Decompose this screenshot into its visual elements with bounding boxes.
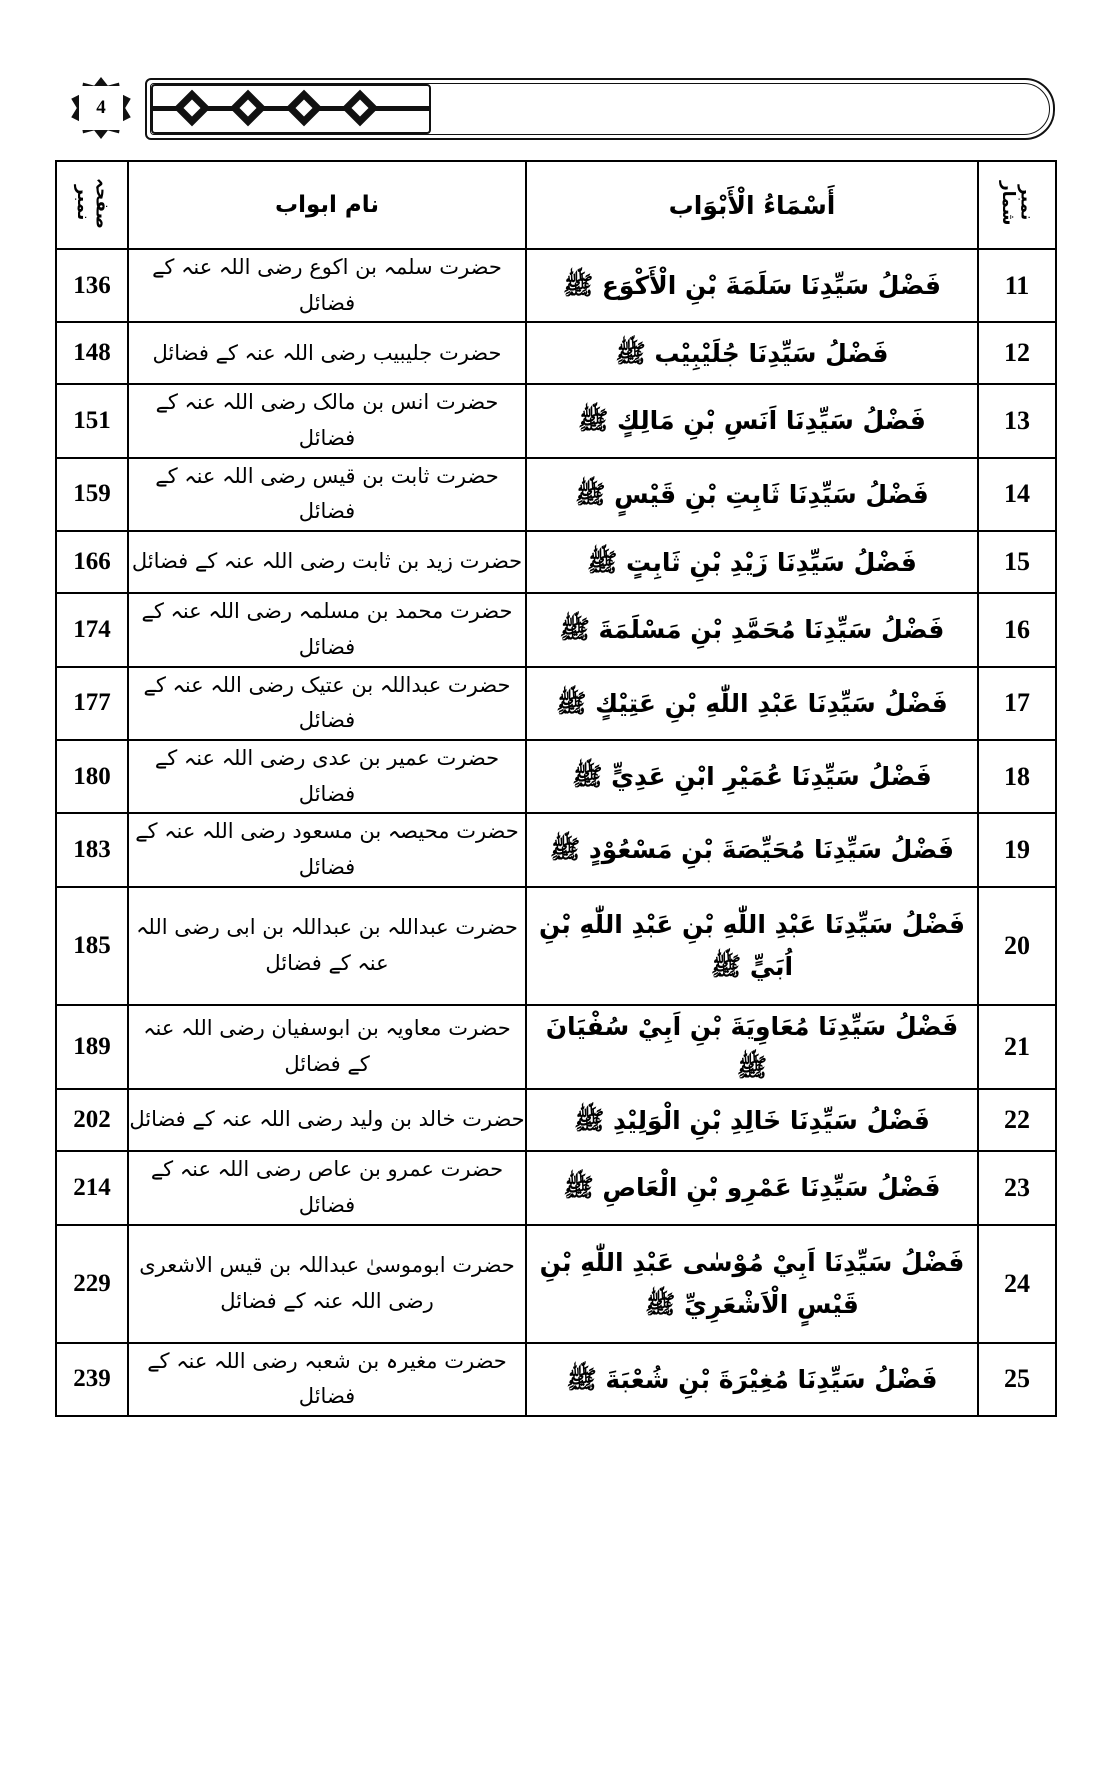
cell-page-number: 148 — [56, 322, 128, 384]
cell-chapter-name-urdu: حضرت عبداللہ بن عبداللہ بن ابی رضی اللہ عنہ کے فضائل — [128, 887, 526, 1005]
cell-chapter-name-urdu: حضرت محمد بن مسلمہ رضی اللہ عنہ کے فضائل — [128, 593, 526, 666]
cell-chapter-name-urdu: حضرت سلمہ بن اکوع رضی اللہ عنہ کے فضائل — [128, 249, 526, 322]
cell-chapter-name-urdu: حضرت انس بن مالک رضی اللہ عنہ کے فضائل — [128, 384, 526, 457]
table-row — [56, 531, 1056, 593]
cell-serial: 12 — [978, 322, 1056, 384]
cell-page-number: 183 — [56, 813, 128, 886]
table-body — [56, 249, 1056, 1416]
cell-page-number: 202 — [56, 1089, 128, 1151]
cell-page-number: 177 — [56, 667, 128, 740]
cell-serial: 20 — [978, 887, 1056, 1005]
cell-chapter-name-arabic: فَضْلُ سَيِّدِنَا سَلَمَةَ بْنِ الْأَكْوَع ﷺ — [526, 249, 978, 322]
column-header-urdu: نام ابواب — [128, 161, 526, 249]
cell-page-number: 229 — [56, 1225, 128, 1343]
cell-chapter-name-arabic: فَضْلُ سَيِّدِنَا اَنَسِ بْنِ مَالِكٍ ﷺ — [526, 384, 978, 457]
page-number: 4 — [79, 86, 123, 130]
cell-page-number: 166 — [56, 531, 128, 593]
cell-chapter-name-arabic: فَضْلُ سَيِّدِنَا ثَابِتِ بْنِ قَيْسٍ ﷺ — [526, 458, 978, 531]
cell-chapter-name-urdu: حضرت عمیر بن عدی رضی اللہ عنہ کے فضائل — [128, 740, 526, 813]
table-row — [56, 322, 1056, 384]
cell-chapter-name-urdu: حضرت معاویہ بن ابوسفیان رضی اللہ عنہ کے فضائل — [128, 1005, 526, 1090]
cell-chapter-name-urdu: حضرت مغیرہ بن شعبہ رضی اللہ عنہ کے فضائل — [128, 1343, 526, 1416]
table-row — [56, 1343, 1056, 1416]
page-header-band — [55, 72, 1055, 144]
column-header-page — [56, 161, 128, 249]
cell-chapter-name-urdu: حضرت زید بن ثابت رضی اللہ عنہ کے فضائل — [128, 531, 526, 593]
table-of-contents — [55, 160, 1057, 1417]
cell-chapter-name-urdu: حضرت جلیبیب رضی اللہ عنہ کے فضائل — [128, 322, 526, 384]
cell-chapter-name-arabic: فَضْلُ سَيِّدِنَا عَبْدِ اللّٰهِ بْنِ عَبْدِ اللّٰهِ بْنِ اُبَيٍّ ﷺ — [526, 887, 978, 1005]
cell-page-number: 180 — [56, 740, 128, 813]
cell-serial: 23 — [978, 1151, 1056, 1224]
table-row — [56, 740, 1056, 813]
cell-serial: 11 — [978, 249, 1056, 322]
table-row — [56, 1151, 1056, 1224]
header-ornament — [151, 84, 431, 134]
cell-chapter-name-arabic: فَضْلُ سَيِّدِنَا اَبِيْ مُوْسٰى عَبْدِ اللّٰهِ بْنِ قَيْسٍ الْاَشْعَرِيِّ ﷺ — [526, 1225, 978, 1343]
column-header-arabic: أَسْمَاءُ الْأَبْوَاب — [526, 161, 978, 249]
cell-page-number: 239 — [56, 1343, 128, 1416]
cell-serial: 14 — [978, 458, 1056, 531]
cell-serial: 13 — [978, 384, 1056, 457]
cell-chapter-name-arabic: فَضْلُ سَيِّدِنَا عَبْدِ اللّٰهِ بْنِ عَتِيْكٍ ﷺ — [526, 667, 978, 740]
table-row — [56, 593, 1056, 666]
column-header-serial-label: نمبر شمار — [998, 180, 1037, 226]
cell-chapter-name-urdu: حضرت خالد بن ولید رضی اللہ عنہ کے فضائل — [128, 1089, 526, 1151]
cell-chapter-name-arabic: فَضْلُ سَيِّدِنَا مُحَمَّدِ بْنِ مَسْلَمَةَ ﷺ — [526, 593, 978, 666]
cell-chapter-name-arabic: فَضْلُ سَيِّدِنَا خَالِدِ بْنِ الْوَلِيْدِ ﷺ — [526, 1089, 978, 1151]
cell-chapter-name-arabic: فَضْلُ سَيِّدِنَا عُمَيْرِ ابْنِ عَدِيٍّ ﷺ — [526, 740, 978, 813]
cell-serial: 17 — [978, 667, 1056, 740]
cell-serial: 25 — [978, 1343, 1056, 1416]
table-row — [56, 1005, 1056, 1090]
table-header-row — [56, 161, 1056, 249]
table-row — [56, 887, 1056, 1005]
table-row — [56, 249, 1056, 322]
cell-page-number: 136 — [56, 249, 128, 322]
cell-page-number: 185 — [56, 887, 128, 1005]
table-row — [56, 384, 1056, 457]
cell-serial: 19 — [978, 813, 1056, 886]
cell-chapter-name-urdu: حضرت عمرو بن عاص رضی اللہ عنہ کے فضائل — [128, 1151, 526, 1224]
table-row — [56, 813, 1056, 886]
cell-chapter-name-urdu: حضرت محیصہ بن مسعود رضی اللہ عنہ کے فضائل — [128, 813, 526, 886]
cell-chapter-name-arabic: فَضْلُ سَيِّدِنَا زَيْدِ بْنِ ثَابِتٍ ﷺ — [526, 531, 978, 593]
cell-page-number: 151 — [56, 384, 128, 457]
cell-serial: 15 — [978, 531, 1056, 593]
cell-serial: 16 — [978, 593, 1056, 666]
cell-chapter-name-arabic: فَضْلُ سَيِّدِنَا مُغِيْرَةَ بْنِ شُعْبَةَ ﷺ — [526, 1343, 978, 1416]
column-header-serial — [978, 161, 1056, 249]
cell-chapter-name-urdu: حضرت عبداللہ بن عتیک رضی اللہ عنہ کے فضائل — [128, 667, 526, 740]
table-row — [56, 667, 1056, 740]
cell-chapter-name-urdu: حضرت ثابت بن قیس رضی اللہ عنہ کے فضائل — [128, 458, 526, 531]
cell-chapter-name-arabic: فَضْلُ سَيِّدِنَا جُلَيْبِيْب ﷺ — [526, 322, 978, 384]
page-number-badge — [63, 72, 145, 144]
cell-page-number: 174 — [56, 593, 128, 666]
column-header-page-label: صفحہ نمبر — [73, 177, 112, 229]
cell-page-number: 159 — [56, 458, 128, 531]
table-row — [56, 1225, 1056, 1343]
cell-chapter-name-arabic: فَضْلُ سَيِّدِنَا عَمْرِو بْنِ الْعَاصِ ﷺ — [526, 1151, 978, 1224]
table-row — [56, 458, 1056, 531]
cell-serial: 22 — [978, 1089, 1056, 1151]
cell-chapter-name-urdu: حضرت ابوموسیٰ عبداللہ بن قیس الاشعری رضی اللہ عنہ کے فضائل — [128, 1225, 526, 1343]
table-row — [56, 1089, 1056, 1151]
cell-serial: 24 — [978, 1225, 1056, 1343]
cell-chapter-name-arabic: فَضْلُ سَيِّدِنَا مُعَاوِيَةَ بْنِ اَبِيْ سُفْيَانَ ﷺ — [526, 1005, 978, 1090]
cell-serial: 21 — [978, 1005, 1056, 1090]
cell-page-number: 214 — [56, 1151, 128, 1224]
cell-chapter-name-arabic: فَضْلُ سَيِّدِنَا مُحَيِّصَةَ بْنِ مَسْعُوْدٍ ﷺ — [526, 813, 978, 886]
cell-serial: 18 — [978, 740, 1056, 813]
cell-page-number: 189 — [56, 1005, 128, 1090]
